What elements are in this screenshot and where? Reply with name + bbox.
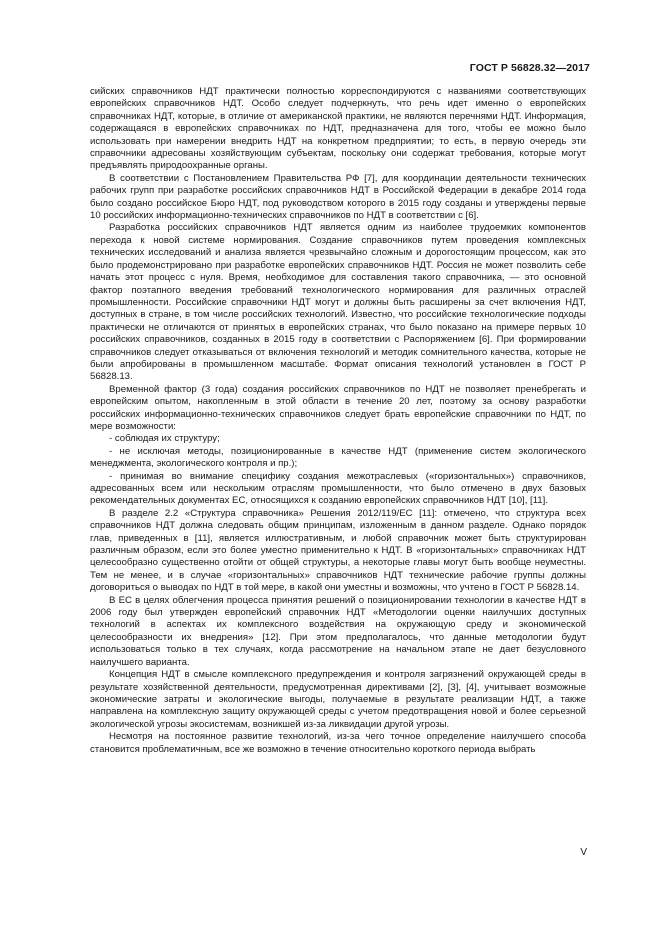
- document-number-header: ГОСТ Р 56828.32—2017: [469, 62, 590, 74]
- page-number: V: [580, 847, 587, 858]
- paragraph: В соответствии с Постановлением Правительства РФ [7], для координации деятельности технических рабочих групп при разработке российских справочников НДТ в Российской Федерации в декабре 2014 года было создано российское Бюро НДТ, под руководством которого в 2015 году созданы и утверждены первые 10 российских информационно-технических справочников по НДТ в соответствии с [6].: [90, 172, 586, 222]
- paragraph: Разработка российских справочников НДТ является одним из наиболее трудоемких компонентов перехода к новой системе нормирования. Создание справочников путем проведения комплексных технических исследований и анализа является чрезвычайно сложным и дорогостоящим процессом, как это было продемонстрировано при разработке европейских справочников НДТ. Россия не может позволить себе начать этот процесс с нуля. Время, необходимое для составления такого справочника, — это основной фактор поэтапного введения требований технологического нормирования для различных отраслей промышленности. Российские справочники НДТ могут и должны быть расширены за счет включения НДТ, доступных в стране, в том числе российских технологий. Известно, что российские технологические подходы практически не отличаются от принятых в европейских странах, что было показано на примере первых 10 российских справочников, созданных в 2015 году в соответствии с Распоряжением [6]. При формировании справочников следует отказываться от включения технологий и методик сомнительного качества, которые не были апробированы в промышленном масштабе. Формат описания технологий установлен в ГОСТ Р 56828.13.: [90, 222, 586, 383]
- body-text: [90, 86, 586, 756]
- list-item: - принимая во внимание специфику создания межотраслевых («горизонтальных») справочников, адресованных всем или нескольким отраслям промышленности, что было отмечено в двух базовых рекомендательных документах ЕС, относящихся к созданию европейских справочников НДТ [10], [11].: [90, 470, 586, 507]
- paragraph: Концепция НДТ в смысле комплексного предупреждения и контроля загрязнений окружающей среды в результате хозяйственной деятельности, предусмотренная директивами [2], [3], [4], учитывает возможные экономические затраты и экологические выгоды, получаемые в результате реализации НДТ, а также направлена на комплексную защиту окружающей среды с учетом предотвращения новой и более серьезной экологической угрозы экосистемам, возникшей из-за ликвидации другой угрозы.: [90, 669, 586, 730]
- list-item: - не исключая методы, позиционированные в качестве НДТ (применение систем экологического менеджмента, экологического контроля и пр.);: [90, 445, 586, 470]
- paragraph: Несмотря на постоянное развитие технологий, из-за чего точное определение наилучшего способа становится проблематичным, все же возможно в течение относительно короткого периода выбрать: [90, 731, 586, 755]
- paragraph: сийских справочников НДТ практически полностью корреспондируются с названиями соответствующих европейских справочников НДТ. Особо следует подчеркнуть, что речь идет именно о европейских справочниках НДТ, которые, в отличие от американской практики, не являются перечнями НДТ. Информация, содержащаяся в европейских справочниках по НДТ, предназначена для того, чтобы ее можно было использовать при намерении внедрить НДТ на конкретном предприятии; то есть, в первую очередь эти справочники адресованы хозяйствующим субъектам, поскольку они содержат требования, которые могут предъявлять природоохранные органы.: [90, 86, 586, 172]
- paragraph: В разделе 2.2 «Структура справочника» Решения 2012/119/ЕС [11]: отмечено, что структура всех справочников НДТ должна следовать общим принципам, изложенным в данном разделе. Однако порядок глав, приведенных в [11], является иллюстративным, и любой справочник может быть структурирован различным образом, если это более уместно применительно к НДТ. В «горизонтальных» справочниках НДТ целесообразно существенно отойти от общей структуры, а некоторые главы могут быть вообще неуместны. Тем не менее, и в случае «горизонтальных» справочников НДТ технические рабочие группы должны договориться о выводах по НДТ в той мере, в какой они уместны и возможны, что учтено в ГОСТ Р 56828.14.: [90, 507, 586, 594]
- list-item: - соблюдая их структуру;: [109, 433, 220, 445]
- paragraph: В ЕС в целях облегчения процесса принятия решений о позиционировании технологии в качестве НДТ в 2006 году был утвержден европейский справочник НДТ «Методологии оценки наилучших доступных технологий в аспектах их комплексного воздействия на окружающую среду и экономической целесообразности их внедрения» [12]. При этом предполагалось, что данные методологии будут использоваться только в тех случаях, когда рассмотрение на начальном этапе не дает безусловного наилучшего варианта.: [90, 594, 586, 668]
- paragraph: Временной фактор (3 года) создания российских справочников по НДТ не позволяет пренебрегать и европейским опытом, накопленным в этой области в течение 20 лет, поэтому за основу разработки российских информационно-технических справочников следует брать европейские справочники по НДТ, по мере возможности:: [90, 383, 586, 432]
